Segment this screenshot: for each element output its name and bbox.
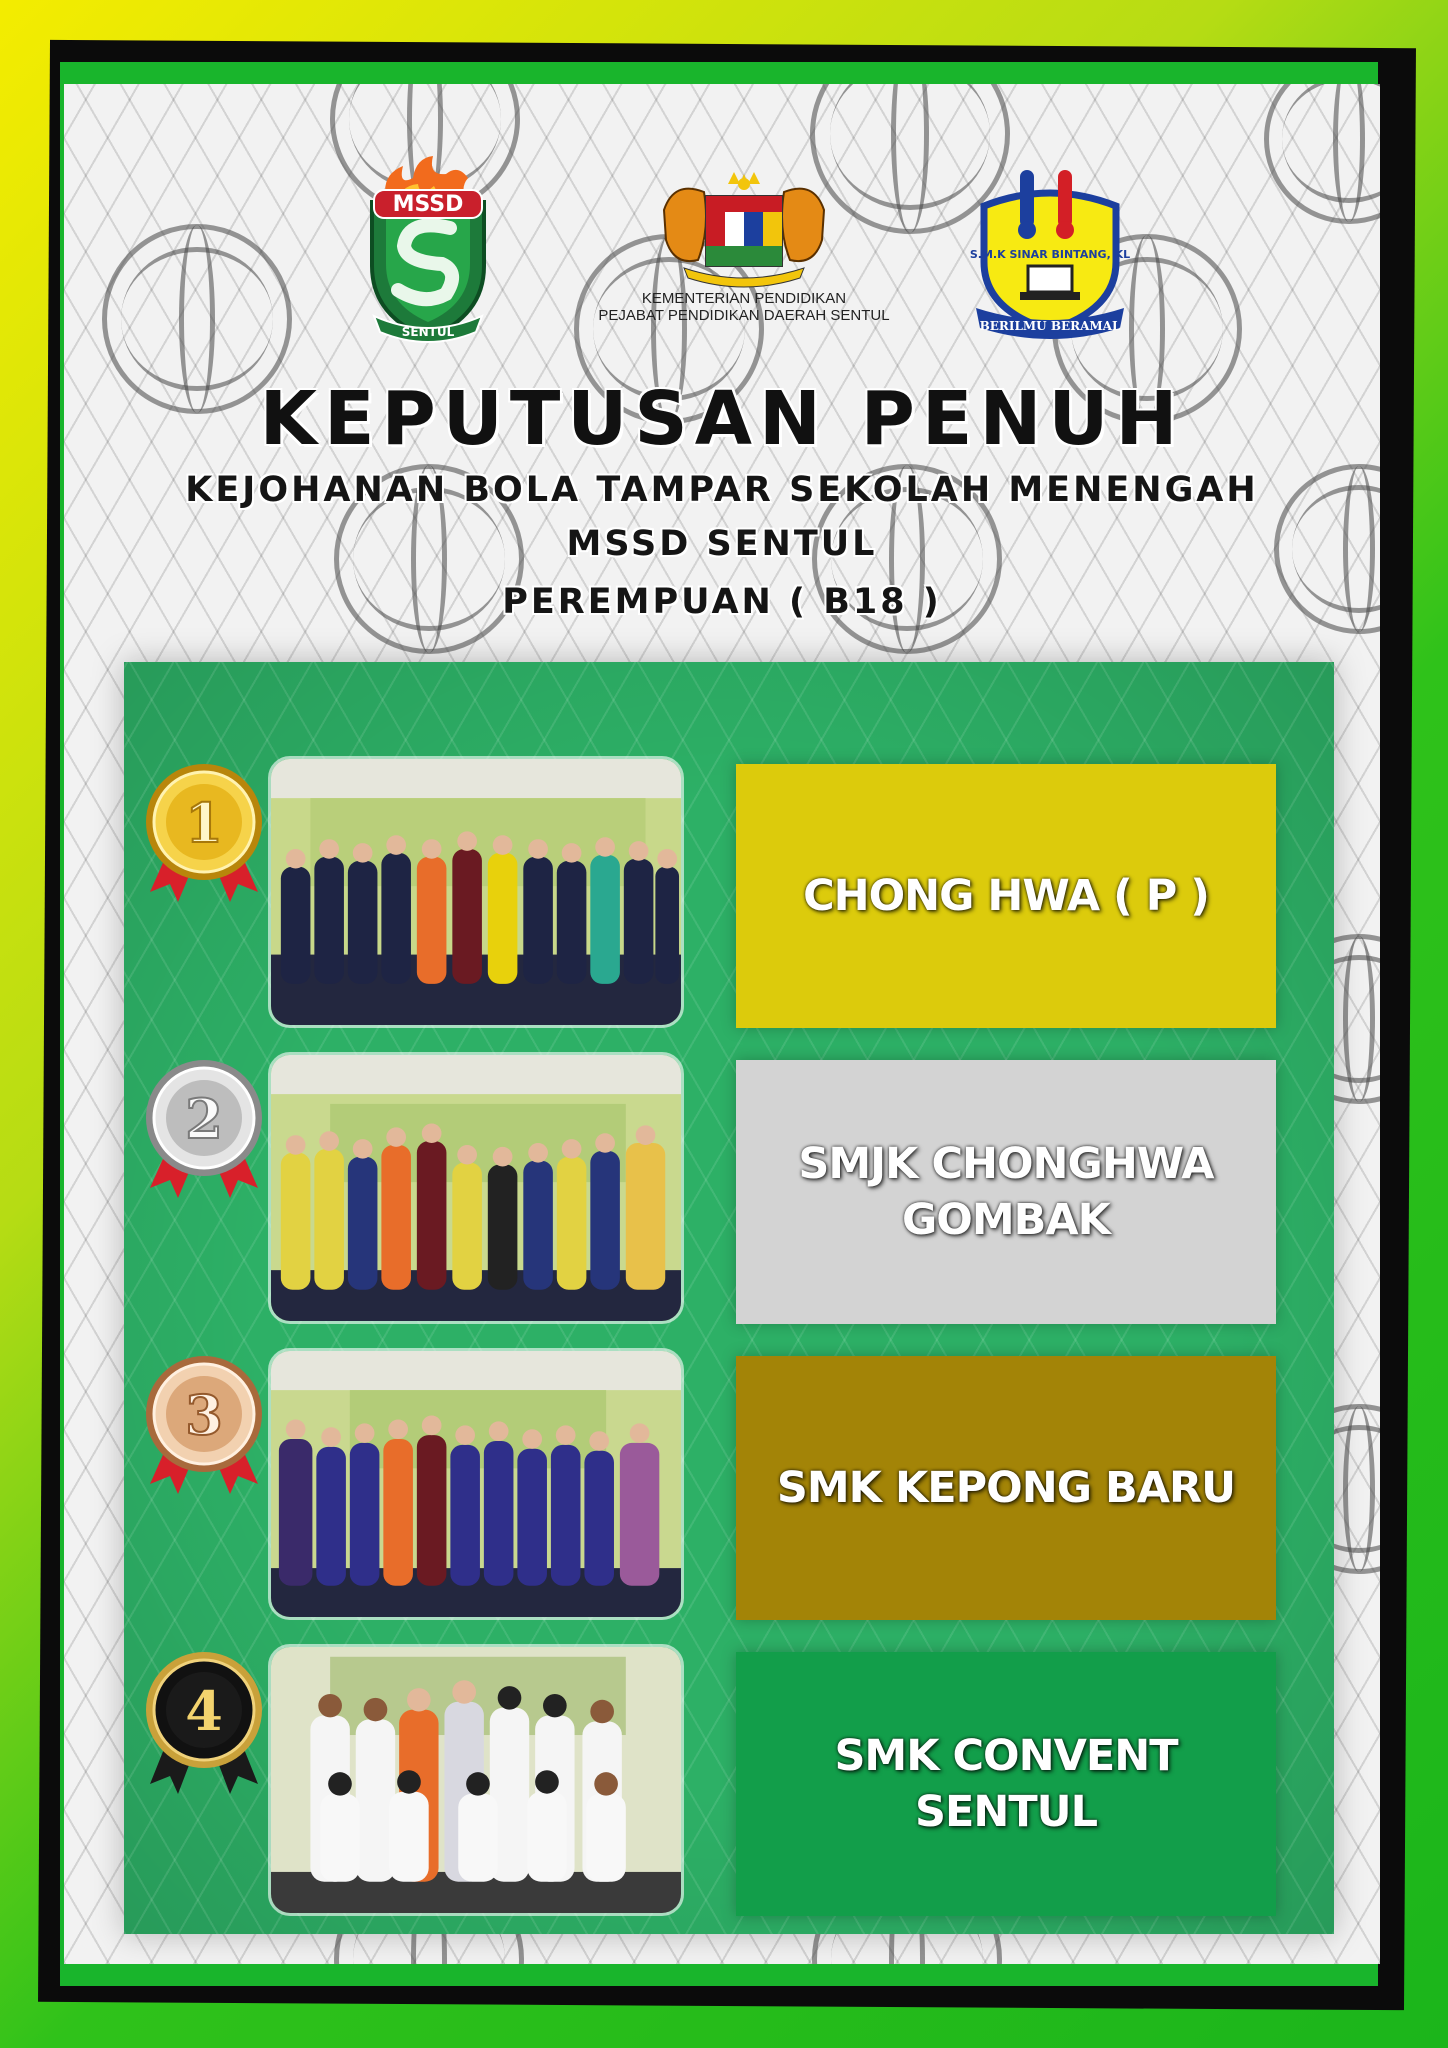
ministry-line1: KEMENTERIAN PENDIDIKAN — [641, 290, 847, 307]
poster — [64, 84, 1380, 1964]
volleyball-icon — [1264, 84, 1380, 224]
mssd-sentul-logo — [358, 156, 498, 346]
gold-medal-icon — [136, 756, 272, 906]
result-row-3 — [124, 1348, 1334, 1620]
team-name-1: CHONG HWA ( P ) — [803, 871, 1209, 921]
svg-text:4: 4 — [185, 1679, 223, 1743]
team-photo-4 — [268, 1644, 684, 1916]
ministry-line2: PEJABAT PENDIDIKAN DAERAH SENTUL — [598, 307, 890, 324]
team-name-box-1 — [736, 764, 1276, 1028]
team-name-4: SMK CONVENT SENTUL — [834, 1731, 1178, 1837]
svg-text:3: 3 — [185, 1383, 223, 1447]
team-name-3: SMK KEPONG BARU — [776, 1463, 1236, 1513]
svg-text:2: 2 — [185, 1087, 223, 1151]
svg-text:BERILMU BERAMAL: BERILMU BERAMAL — [979, 319, 1121, 333]
team-name-2: SMJK CHONGHWA GOMBAK — [798, 1139, 1214, 1245]
bronze-medal-icon — [136, 1348, 272, 1498]
result-row-1 — [124, 756, 1334, 1028]
result-row-2 — [124, 1052, 1334, 1324]
coat-of-arms-logo — [644, 170, 844, 290]
team-name-box-2 — [736, 1060, 1276, 1324]
svg-text:1: 1 — [185, 791, 223, 855]
ministry-label — [554, 290, 934, 324]
svg-text:S.M.K SINAR BINTANG, KL: S.M.K SINAR BINTANG, KL — [970, 248, 1130, 261]
result-row-4 — [124, 1644, 1334, 1916]
school-logo — [970, 170, 1130, 340]
results-panel — [124, 662, 1334, 1934]
svg-text:MSSD: MSSD — [392, 192, 464, 217]
subtitle-line3: PEREMPUAN ( B18 ) — [502, 582, 942, 622]
subtitle-line2: MSSD SENTUL — [566, 524, 878, 564]
subtitle-line1: KEJOHANAN BOLA TAMPAR SEKOLAH MENENGAH — [185, 470, 1259, 510]
team-name-box-3 — [736, 1356, 1276, 1620]
team-photo-2 — [268, 1052, 684, 1324]
svg-text:SENTUL: SENTUL — [401, 325, 455, 339]
fourth-place-badge-icon — [136, 1644, 272, 1794]
silver-medal-icon — [136, 1052, 272, 1202]
page-title: KEPUTUSAN PENUH — [259, 376, 1185, 462]
team-photo-1 — [268, 756, 684, 1028]
team-photo-3 — [268, 1348, 684, 1620]
team-name-box-4 — [736, 1652, 1276, 1916]
